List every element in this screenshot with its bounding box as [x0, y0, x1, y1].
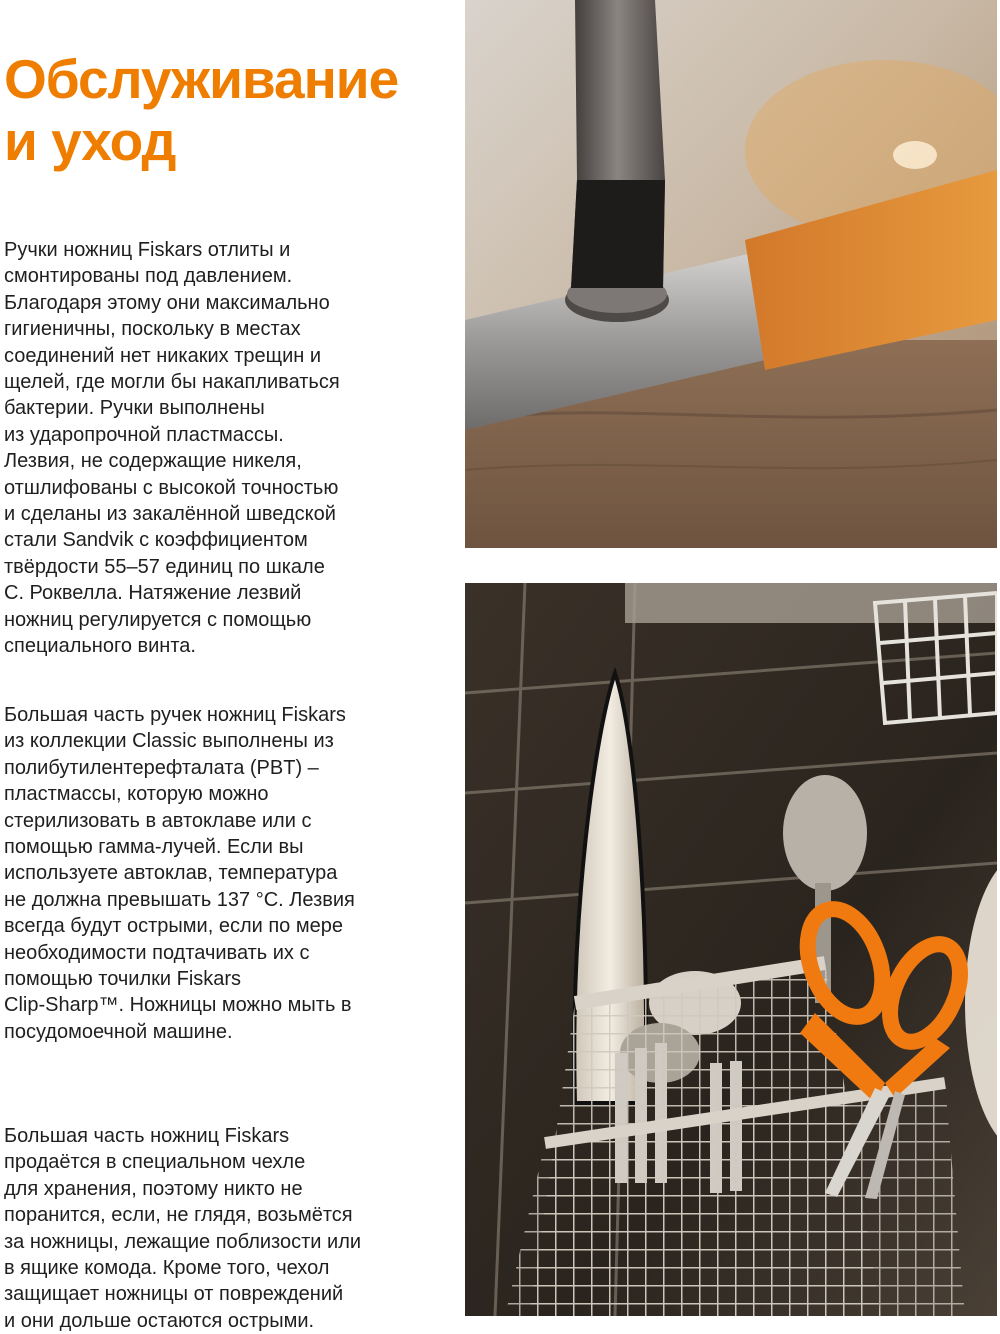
text-line: Большая часть ножниц Fiskars: [4, 1125, 290, 1147]
text-line: за ножницы, лежащие поблизости или: [4, 1230, 362, 1253]
text-column: [4, 48, 444, 1332]
page-title: [4, 48, 444, 172]
title-line-1: Обслуживание: [4, 48, 399, 110]
text-line: Clip-Sharp™. Ножницы можно мыть в: [4, 994, 352, 1017]
text-line: Лезвия, не содержащие никеля,: [4, 450, 302, 473]
text-line: ножниц регулируется с помощью: [4, 608, 312, 631]
title-line-2: и уход: [4, 110, 176, 172]
text-line: Большая часть ручек ножниц Fiskars: [4, 704, 346, 726]
text-line: для хранения, поэтому никто не: [4, 1177, 303, 1200]
text-line: защищает ножницы от повреждений: [4, 1283, 344, 1306]
text-line: стали Sandvik с коэффициентом: [4, 529, 308, 552]
text-line: посудомоечной машине.: [4, 1020, 233, 1043]
text-line: в ящике комода. Кроме того, чехол: [4, 1257, 330, 1280]
text-line: продаётся в специальном чехле: [4, 1151, 306, 1174]
text-line: бактерии. Ручки выполнены: [4, 397, 265, 420]
text-line: пластмассы, которую можно: [4, 783, 269, 806]
text-line: поранится, если, не глядя, возьмётся: [4, 1204, 353, 1227]
paragraph-storage-sheath: [4, 1123, 361, 1334]
text-line: необходимости подтачивать их с: [4, 941, 310, 964]
text-line: стерилизовать в автоклаве или с: [4, 809, 312, 832]
text-line: Благодаря этому они максимально: [4, 291, 330, 314]
text-line: С. Роквелла. Натяжение лезвий: [4, 582, 302, 605]
text-line: помощью точилки Fiskars: [4, 968, 242, 991]
scissors-screw-photo: [465, 0, 997, 548]
text-line: и они дольше остаются острыми.: [4, 1309, 315, 1332]
text-line: полибутилентерефталата (PBT) –: [4, 756, 319, 779]
text-line: и сделаны из закалённой шведской: [4, 503, 336, 526]
text-line: всегда будут острыми, если по мере: [4, 915, 343, 938]
text-line: отшлифованы с высокой точностью: [4, 476, 339, 499]
text-line: не должна превышать 137 °С. Лезвия: [4, 888, 355, 911]
text-line: помощью гамма-лучей. Если вы: [4, 836, 304, 859]
paragraph-materials: [4, 702, 355, 1045]
text-line: из коллекции Classic выполнены из: [4, 730, 334, 753]
text-line: из ударопрочной пластмассы.: [4, 423, 284, 446]
paragraph-handles: [4, 237, 340, 660]
text-line: Ручки ножниц Fiskars отлиты и: [4, 239, 291, 261]
text-line: щелей, где могли бы накапливаться: [4, 371, 340, 394]
text-line: используете автоклав, температура: [4, 862, 338, 885]
text-line: смонтированы под давлением.: [4, 265, 293, 288]
text-line: гигиеничны, поскольку в местах: [4, 318, 301, 341]
dishwasher-basket-photo: [465, 583, 997, 1316]
text-line: специального винта.: [4, 635, 196, 658]
text-line: твёрдости 55–57 единиц по шкале: [4, 555, 325, 578]
text-line: соединений нет никаких трещин и: [4, 344, 322, 367]
